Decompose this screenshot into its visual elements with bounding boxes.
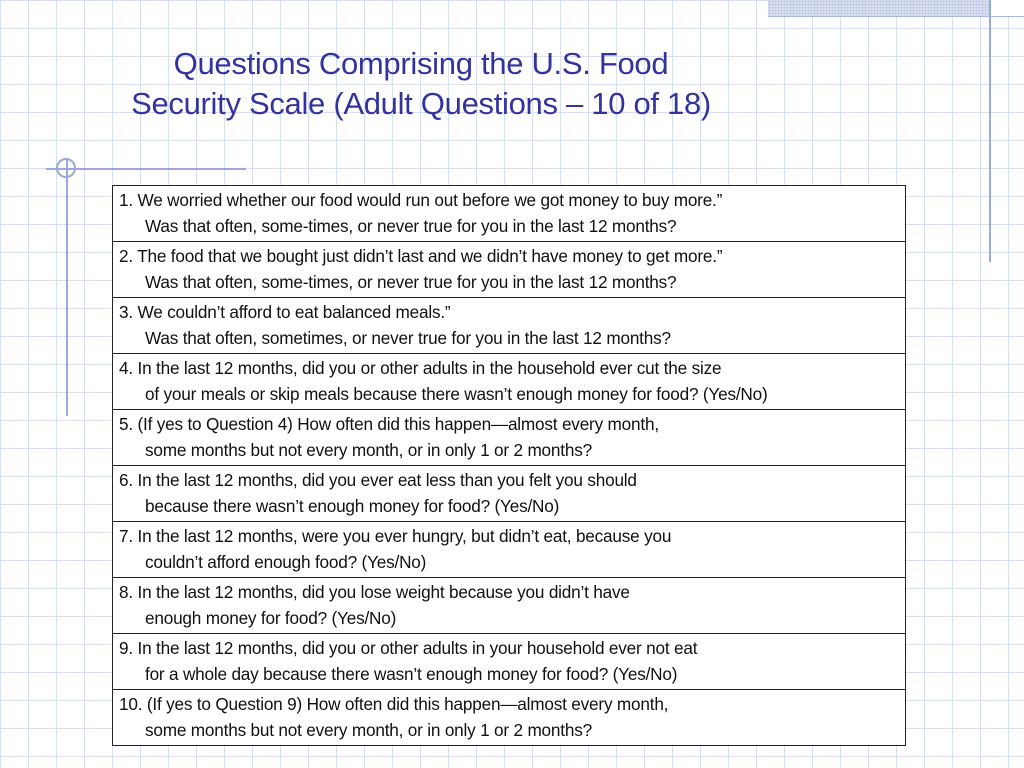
table-row (113, 354, 906, 410)
question-continuation: some months but not every month, or in only 1 or 2 months? (145, 720, 592, 740)
question-continuation: Was that often, some-times, or never true for you in the last 12 months? (145, 216, 677, 236)
question-cell-2 (113, 242, 906, 298)
question-text: 7. In the last 12 months, were you ever hungry, but didn’t eat, because you (119, 526, 672, 546)
question-cell-4 (113, 354, 906, 410)
right-vertical-rule (989, 0, 991, 262)
left-horizontal-rule (46, 168, 246, 170)
table-row (113, 522, 906, 578)
question-cell-7 (113, 522, 906, 578)
question-continuation: couldn’t afford enough food? (Yes/No) (145, 552, 427, 572)
slide-title-line-2: Security Scale (Adult Questions – 10 of 18) (131, 86, 711, 121)
question-text: 9. In the last 12 months, did you or other adults in your household ever not eat (119, 638, 698, 658)
left-vertical-rule (66, 160, 68, 416)
table-row (113, 298, 906, 354)
slide-title (80, 44, 762, 124)
question-continuation: enough money for food? (Yes/No) (145, 608, 397, 628)
question-text: 6. In the last 12 months, did you ever eat less than you felt you should (119, 470, 637, 490)
question-text: 4. In the last 12 months, did you or other adults in the household ever cut the size (119, 358, 722, 378)
question-continuation: Was that often, some-times, or never true for you in the last 12 months? (145, 272, 677, 292)
table-row (113, 242, 906, 298)
table-row (113, 634, 906, 690)
table-row (113, 410, 906, 466)
question-text: 5. (If yes to Question 4) How often did this happen—almost every month, (119, 414, 659, 434)
question-cell-3 (113, 298, 906, 354)
table-row (113, 186, 906, 242)
question-cell-8 (113, 578, 906, 634)
question-text: 1. We worried whether our food would run out before we got money to buy more.” (119, 190, 723, 210)
question-text: 3. We couldn’t afford to eat balanced meals.” (119, 302, 451, 322)
question-cell-1 (113, 186, 906, 242)
ring-ornament-icon (56, 158, 76, 178)
question-continuation: because there wasn’t enough money for food? (Yes/No) (145, 496, 560, 516)
question-cell-10 (113, 690, 906, 746)
slide-title-line-1: Questions Comprising the U.S. Food (173, 46, 669, 81)
question-continuation: of your meals or skip meals because there wasn’t enough money for food? (Yes/No) (145, 384, 768, 404)
table-row (113, 578, 906, 634)
corner-texture (768, 0, 990, 16)
question-continuation: for a whole day because there wasn’t enough money for food? (Yes/No) (145, 664, 678, 684)
questions-table (112, 185, 906, 746)
question-cell-6 (113, 466, 906, 522)
table-row (113, 466, 906, 522)
question-text: 2. The food that we bought just didn’t last and we didn’t have money to get more.” (119, 246, 723, 266)
question-cell-9 (113, 634, 906, 690)
question-cell-5 (113, 410, 906, 466)
table-row (113, 690, 906, 746)
question-text: 10. (If yes to Question 9) How often did this happen—almost every month, (119, 694, 669, 714)
question-continuation: some months but not every month, or in only 1 or 2 months? (145, 440, 592, 460)
question-text: 8. In the last 12 months, did you lose weight because you didn’t have (119, 582, 630, 602)
corner-rule (768, 16, 1024, 17)
question-continuation: Was that often, sometimes, or never true for you in the last 12 months? (145, 328, 671, 348)
